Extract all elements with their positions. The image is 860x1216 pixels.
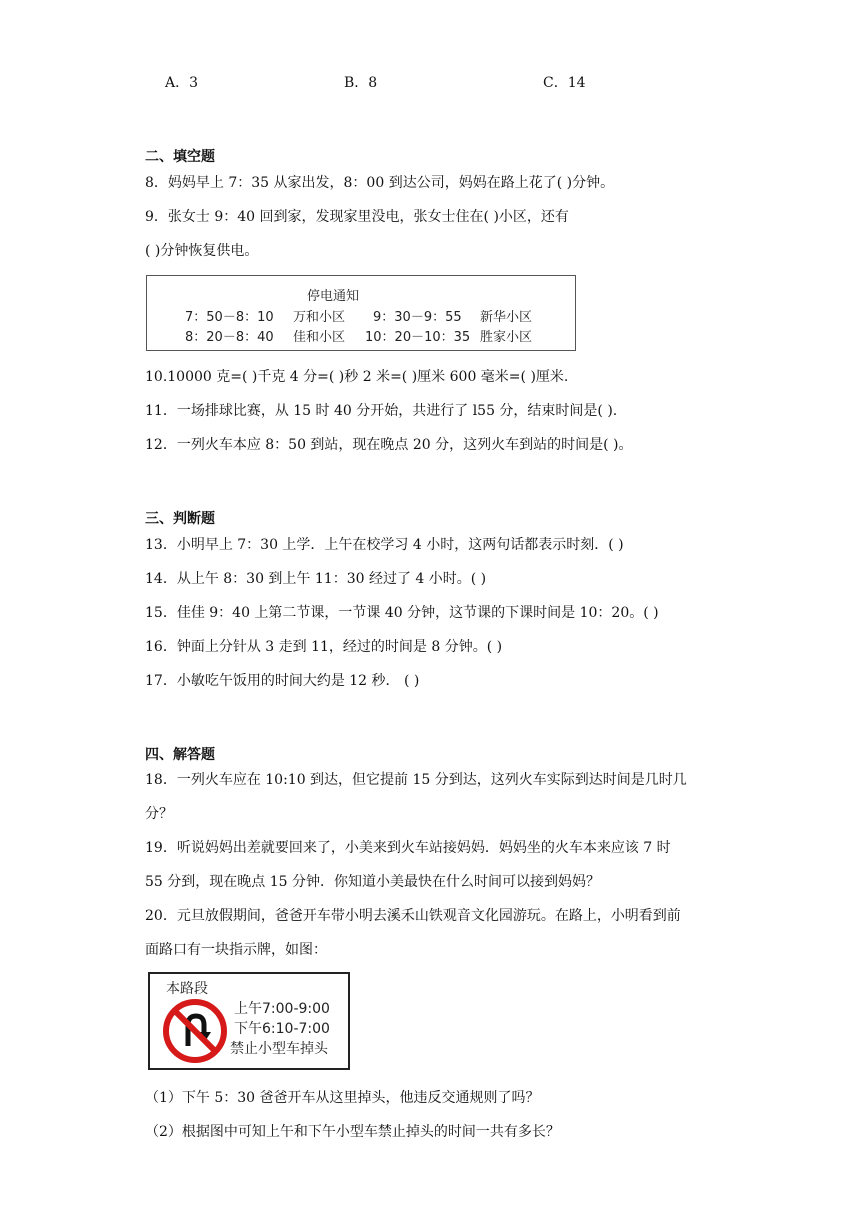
question-15: 15．佳佳 9：40 上第二节课，一节课 40 分钟，这节课的下课时间是 10：20。( ) bbox=[145, 605, 659, 621]
notice-time-2: 8：20－8：40 bbox=[185, 330, 274, 345]
question-20-line2: 面路口有一块指示牌，如图： bbox=[145, 942, 327, 958]
sign-rule: 禁止小型车掉头 bbox=[230, 1041, 328, 1057]
question-18-line2: 分？ bbox=[145, 806, 173, 822]
section-heading-solve: 四、解答题 bbox=[145, 747, 215, 763]
question-20-line1: 20．元旦放假期间，爸爸开车带小明去溪禾山铁观音文化园游玩。在路上，小明看到前 bbox=[145, 908, 681, 924]
question-18-line1: 18．一列火车应在 10:10 到达，但它提前 15 分到达，这列火车实际到达时间是几时几 bbox=[145, 772, 687, 788]
question-19-line1: 19．听说妈妈出差就要回来了，小美来到火车站接妈妈．妈妈坐的火车本来应该 7 时 bbox=[145, 840, 671, 856]
power-outage-notice bbox=[146, 275, 576, 351]
notice-area-3: 新华小区 bbox=[480, 310, 533, 325]
notice-time-1: 7：50－8：10 bbox=[185, 310, 274, 325]
no-u-turn-road-sign bbox=[148, 972, 350, 1070]
question-12: 12．一列火车本应 8：50 到站，现在晚点 20 分，这列火车到站的时间是( )。 bbox=[145, 437, 633, 453]
question-19-line2: 55 分到，现在晚点 15 分钟．你知道小美最快在什么时间可以接到妈妈？ bbox=[145, 874, 600, 890]
choice-b: B．8 bbox=[344, 75, 378, 91]
choice-c: C．14 bbox=[543, 75, 586, 91]
question-9-line1: 9．张女士 9：40 回到家，发现家里没电，张女士住在( )小区，还有 bbox=[145, 209, 569, 225]
section-heading-judge: 三、判断题 bbox=[145, 511, 215, 527]
notice-area-4: 胜家小区 bbox=[480, 330, 533, 345]
question-13: 13．小明早上 7：30 上学．上午在校学习 4 小时，这两句话都表示时刻．( ) bbox=[145, 537, 624, 553]
question-14: 14．从上午 8：30 到上午 11：30 经过了 4 小时。( ) bbox=[145, 571, 487, 587]
section-heading-fill: 二、填空题 bbox=[145, 149, 215, 165]
notice-area-1: 万和小区 bbox=[293, 310, 346, 325]
choice-a: A．3 bbox=[165, 75, 199, 91]
question-20-sub2: （2）根据图中可知上午和下午小型车禁止掉头的时间一共有多长？ bbox=[145, 1124, 560, 1140]
sign-time-evening: 下午6:10-7:00 bbox=[234, 1021, 330, 1037]
question-9-line2: ( )分钟恢复供电。 bbox=[145, 243, 259, 259]
no-u-turn-icon bbox=[162, 998, 228, 1064]
notice-area-2: 佳和小区 bbox=[293, 330, 346, 345]
sign-time-morning: 上午7:00-9:00 bbox=[234, 1001, 330, 1017]
sign-header: 本路段 bbox=[166, 981, 208, 997]
notice-time-3: 9：30－9：55 bbox=[373, 310, 462, 325]
question-10: 10.10000 克=( )千克 4 分=( )秒 2 米=( )厘米 600 毫米=( )厘米. bbox=[145, 369, 569, 385]
question-20-sub1: （1）下午 5：30 爸爸开车从这里掉头，他违反交通规则了吗？ bbox=[145, 1090, 540, 1106]
question-8: 8．妈妈早上 7：35 从家出发，8：00 到达公司，妈妈在路上花了( )分钟。 bbox=[145, 175, 615, 191]
question-11: 11．一场排球比赛，从 15 时 40 分开始，共进行了 l55 分，结束时间是( ). bbox=[145, 403, 618, 419]
question-17: 17．小敏吃午饭用的时间大约是 12 秒． ( ) bbox=[145, 673, 420, 689]
notice-time-4: 10：20－10：35 bbox=[365, 330, 471, 345]
question-16: 16．钟面上分针从 3 走到 11，经过的时间是 8 分钟。( ) bbox=[145, 639, 503, 655]
notice-title: 停电通知 bbox=[307, 289, 360, 304]
